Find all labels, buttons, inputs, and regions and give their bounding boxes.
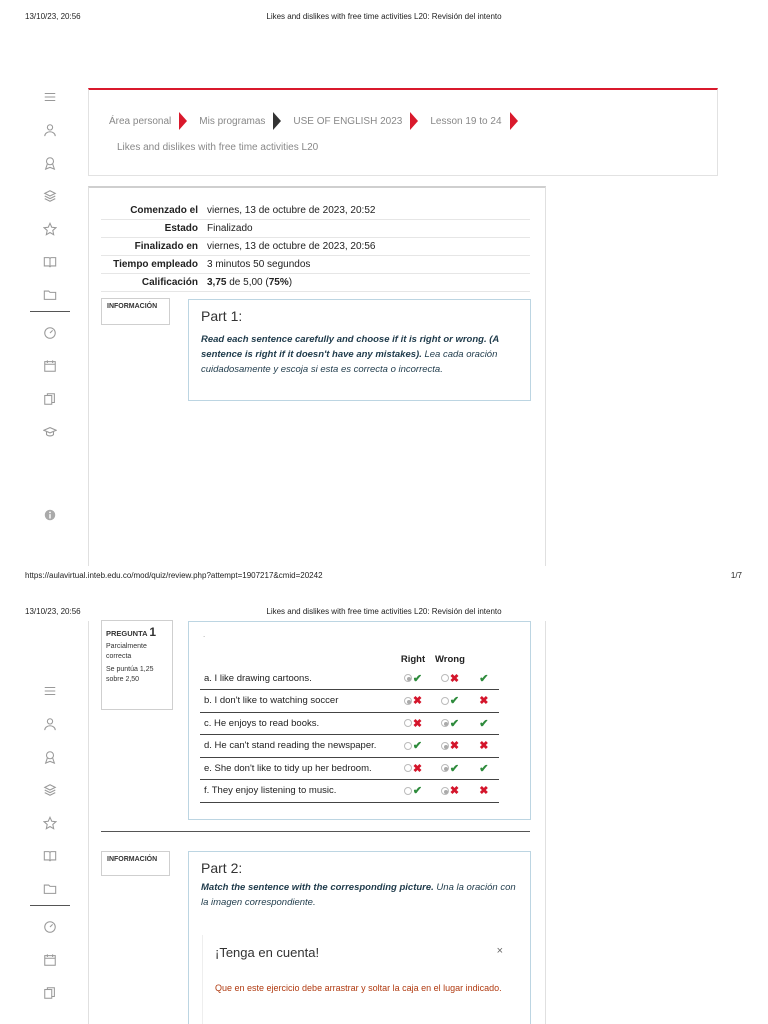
result-mark bbox=[469, 735, 499, 758]
cross-icon: ✖ bbox=[449, 785, 460, 798]
option-wrong[interactable] bbox=[431, 667, 469, 690]
column-right: Right bbox=[400, 654, 426, 665]
alert-title: ¡Tenga en cuenta! bbox=[215, 945, 320, 960]
dashboard-icon[interactable] bbox=[35, 910, 65, 943]
breadcrumb-arrow-icon bbox=[273, 112, 281, 130]
answer-radio[interactable] bbox=[404, 719, 412, 727]
notice-alert bbox=[202, 935, 517, 1024]
answer-statement: b. I don't like to watching soccer bbox=[200, 690, 395, 713]
award-icon[interactable] bbox=[35, 146, 65, 179]
calendar-icon[interactable] bbox=[35, 943, 65, 976]
option-wrong[interactable] bbox=[431, 690, 469, 713]
check-icon: ✔ bbox=[479, 717, 489, 730]
check-icon: ✔ bbox=[479, 762, 489, 775]
answer-radio[interactable] bbox=[404, 697, 412, 705]
sidebar-divider bbox=[30, 905, 70, 906]
info-tag: INFORMACIÓN bbox=[101, 851, 170, 876]
layers-icon[interactable] bbox=[35, 773, 65, 806]
answer-radio[interactable] bbox=[404, 764, 412, 772]
answer-radio[interactable] bbox=[404, 742, 412, 750]
book-icon[interactable] bbox=[35, 839, 65, 872]
graduation-cap-icon[interactable] bbox=[35, 415, 65, 448]
result-mark bbox=[469, 757, 499, 780]
question-info bbox=[101, 620, 173, 710]
print-datetime: 13/10/23, 20:56 bbox=[25, 607, 81, 616]
answer-row bbox=[200, 735, 499, 758]
part1-instructions: Read each sentence carefully and choose if it is right or wrong. (A sentence is right if it doesn't have any mistakes). Lea cada oración cuidadosamente y escoja si esta es correcta o incorrecta. bbox=[201, 334, 499, 375]
print-title: Likes and dislikes with free time activities L20: Revisión del intento bbox=[266, 12, 502, 21]
star-icon[interactable] bbox=[35, 212, 65, 245]
breadcrumb-current[interactable]: Likes and dislikes with free time activities L20 bbox=[117, 142, 319, 153]
layers-icon[interactable] bbox=[35, 179, 65, 212]
part1-content bbox=[188, 299, 531, 401]
breadcrumb-item-lesson[interactable]: Lesson 19 to 24 bbox=[430, 115, 502, 127]
cross-icon: ✖ bbox=[412, 695, 423, 708]
option-wrong[interactable] bbox=[431, 757, 469, 780]
answer-statement: d. He can't stand reading the newspaper. bbox=[200, 735, 395, 758]
check-icon: ✔ bbox=[479, 672, 489, 685]
cross-icon: ✖ bbox=[479, 785, 489, 798]
option-right[interactable] bbox=[395, 757, 431, 780]
user-icon[interactable] bbox=[35, 707, 65, 740]
question-text: . bbox=[203, 630, 206, 639]
check-icon: ✔ bbox=[412, 785, 423, 798]
star-icon[interactable] bbox=[35, 806, 65, 839]
breadcrumb bbox=[88, 88, 718, 176]
part2-instructions: Match the sentence with the corresponding picture. Una la oración con la imagen correspondiente. bbox=[201, 882, 516, 908]
sidebar bbox=[35, 80, 67, 531]
files-icon[interactable] bbox=[35, 976, 65, 1009]
cross-icon: ✖ bbox=[479, 695, 489, 708]
answer-statement: f. They enjoy listening to music. bbox=[200, 780, 395, 803]
dashboard-icon[interactable] bbox=[35, 316, 65, 349]
list-icon[interactable] bbox=[35, 80, 65, 113]
answer-radio[interactable] bbox=[441, 787, 449, 795]
print-page-number: 1/7 bbox=[730, 571, 742, 580]
cross-icon: ✖ bbox=[479, 740, 489, 753]
answer-row bbox=[200, 757, 499, 780]
check-icon: ✔ bbox=[449, 717, 460, 730]
alert-message: Que en este ejercicio debe arrastrar y soltar la caja en el lugar indicado. bbox=[215, 983, 502, 993]
sidebar-divider bbox=[30, 311, 70, 312]
section-divider bbox=[101, 831, 530, 832]
breadcrumb-arrow-icon bbox=[510, 112, 518, 130]
breadcrumb-arrow-icon bbox=[410, 112, 418, 130]
answer-row bbox=[200, 712, 499, 735]
print-title: Likes and dislikes with free time activities L20: Revisión del intento bbox=[266, 607, 502, 616]
sidebar bbox=[35, 674, 67, 1009]
part1-title: Part 1: bbox=[201, 308, 243, 324]
list-icon[interactable] bbox=[35, 674, 65, 707]
summary-row-grade: Calificación 3,75 de 5,00 (75%) bbox=[101, 274, 530, 292]
answer-radio[interactable] bbox=[441, 719, 449, 727]
summary-row: Estado Finalizado bbox=[101, 220, 530, 238]
print-datetime: 13/10/23, 20:56 bbox=[25, 12, 81, 21]
option-right[interactable] bbox=[395, 780, 431, 803]
column-wrong: Wrong bbox=[435, 654, 465, 665]
summary-row: Tiempo empleado 3 minutos 50 segundos bbox=[101, 256, 530, 274]
check-icon: ✔ bbox=[412, 740, 423, 753]
option-wrong[interactable] bbox=[431, 712, 469, 735]
answer-radio[interactable] bbox=[404, 787, 412, 795]
print-header bbox=[0, 595, 768, 615]
option-right[interactable] bbox=[395, 735, 431, 758]
user-icon[interactable] bbox=[35, 113, 65, 146]
question-number: PREGUNTA 1 bbox=[106, 625, 157, 639]
option-wrong[interactable] bbox=[431, 735, 469, 758]
answer-statement: a. I like drawing cartoons. bbox=[200, 667, 395, 690]
breadcrumb-arrow-icon bbox=[179, 112, 187, 130]
answer-radio[interactable] bbox=[441, 764, 449, 772]
option-wrong[interactable] bbox=[431, 780, 469, 803]
cross-icon: ✖ bbox=[412, 762, 423, 775]
answer-row bbox=[200, 780, 499, 803]
print-header bbox=[0, 0, 768, 20]
result-mark bbox=[469, 780, 499, 803]
calendar-icon[interactable] bbox=[35, 349, 65, 382]
close-icon[interactable]: × bbox=[496, 945, 503, 957]
cross-icon: ✖ bbox=[449, 672, 460, 685]
cross-icon: ✖ bbox=[449, 740, 460, 753]
option-right[interactable] bbox=[395, 712, 431, 735]
files-icon[interactable] bbox=[35, 382, 65, 415]
book-icon[interactable] bbox=[35, 245, 65, 278]
answer-statement: c. He enjoys to read books. bbox=[200, 712, 395, 735]
summary-row: Finalizado en viernes, 13 de octubre de 2023, 20:56 bbox=[101, 238, 530, 256]
result-mark bbox=[469, 667, 499, 690]
award-icon[interactable] bbox=[35, 740, 65, 773]
cross-icon: ✖ bbox=[412, 717, 423, 730]
info-tag: INFORMACIÓN bbox=[101, 298, 170, 325]
info-icon[interactable] bbox=[35, 498, 65, 531]
breadcrumb-item-course[interactable]: USE OF ENGLISH 2023 bbox=[293, 115, 403, 127]
answer-radio[interactable] bbox=[404, 674, 412, 682]
print-url: https://aulavirtual.inteb.edu.co/mod/quiz/review.php?attempt=1907217&cmid=20242 bbox=[25, 571, 323, 580]
option-right[interactable] bbox=[395, 690, 431, 713]
question-status: Parcialmente correcta bbox=[106, 643, 147, 660]
answer-radio[interactable] bbox=[441, 697, 449, 705]
result-mark bbox=[469, 690, 499, 713]
answer-radio[interactable] bbox=[441, 674, 449, 682]
breadcrumb-item-mis-programas[interactable]: Mis programas bbox=[199, 115, 266, 127]
result-mark bbox=[469, 712, 499, 735]
check-icon: ✔ bbox=[449, 695, 460, 708]
answer-row bbox=[200, 667, 499, 690]
summary-row: Comenzado el viernes, 13 de octubre de 2023, 20:52 bbox=[101, 202, 530, 220]
answer-radio[interactable] bbox=[441, 742, 449, 750]
check-icon: ✔ bbox=[449, 762, 460, 775]
answer-statement: e. She don't like to tidy up her bedroom. bbox=[200, 757, 395, 780]
grade-value: 3,75 de 5,00 (75%) bbox=[203, 274, 530, 292]
option-right[interactable] bbox=[395, 667, 431, 690]
attempt-summary-table bbox=[101, 202, 530, 292]
true-false-grid bbox=[200, 652, 499, 803]
folder-icon[interactable] bbox=[35, 872, 65, 905]
question-score: Se puntúa 1,25 sobre 2,50 bbox=[106, 666, 154, 683]
check-icon: ✔ bbox=[412, 672, 423, 685]
breadcrumb-item-area-personal[interactable]: Área personal bbox=[109, 115, 172, 127]
part2-title: Part 2: bbox=[201, 860, 243, 876]
answer-row bbox=[200, 690, 499, 713]
folder-icon[interactable] bbox=[35, 278, 65, 311]
